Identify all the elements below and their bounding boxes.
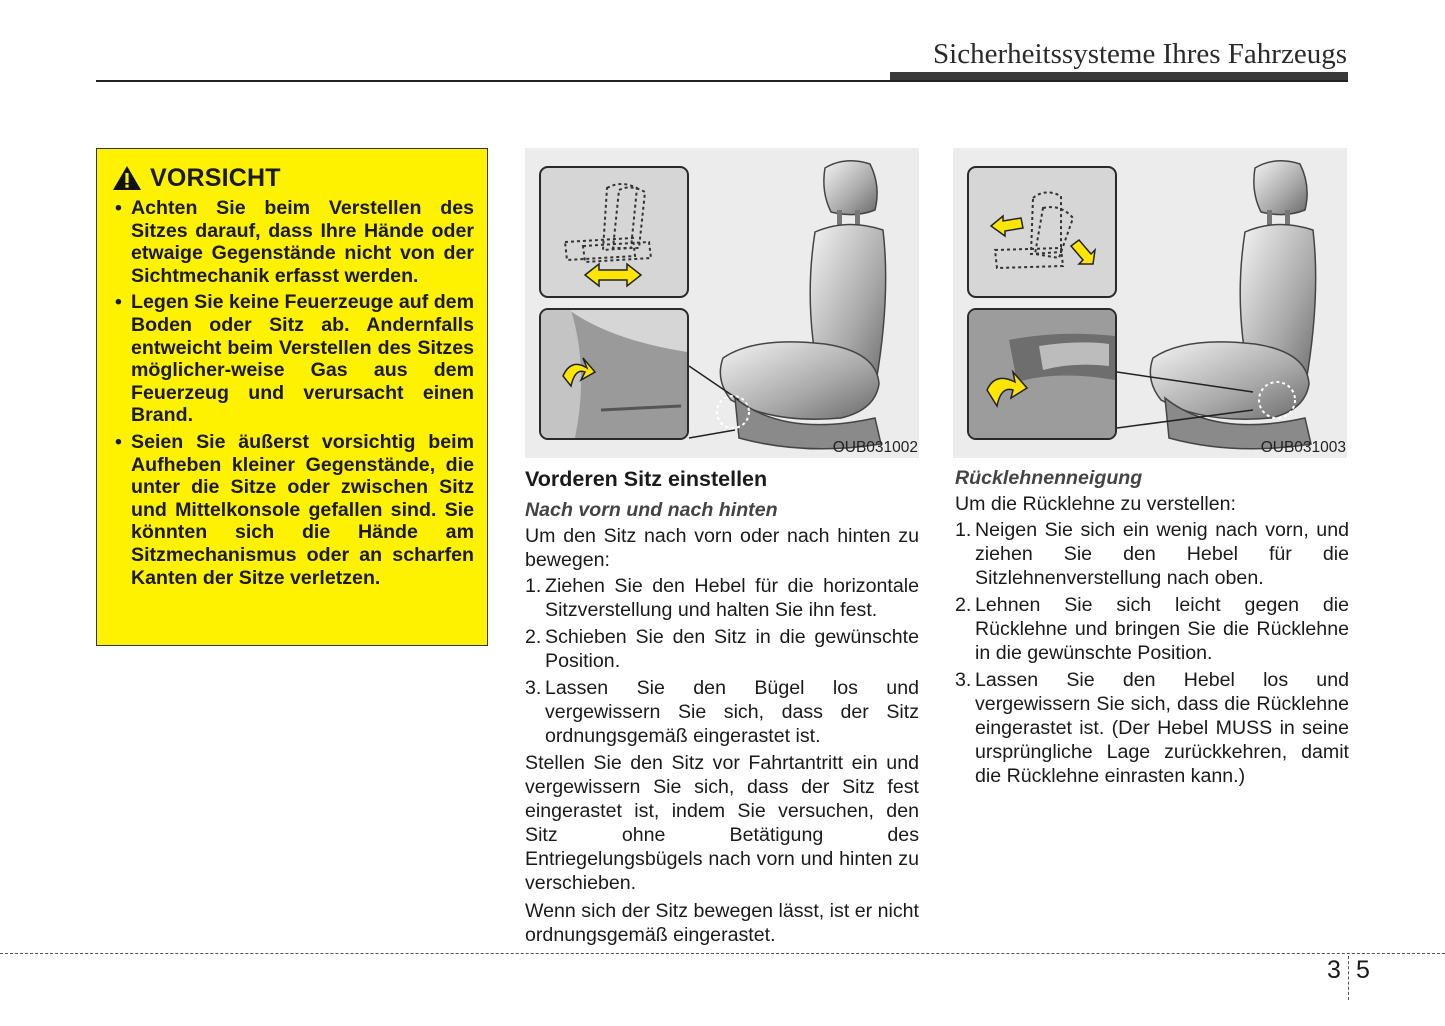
step-number: 3. [955,669,972,691]
horizontal-arrow-icon [541,168,687,296]
step-text: Schieben Sie den Sitz in die gewünschte Position. [545,626,919,672]
inset-slide-lever-closeup [539,308,689,440]
page-header-title: Sicherheitssysteme Ihres Fahrzeugs [933,38,1347,70]
caution-box [96,148,488,646]
chapter-number: 3 [1327,956,1341,984]
inset-seat-slide-diagram [539,166,689,298]
step-item [955,668,1349,788]
inset-recline-diagram [967,166,1117,298]
page-number: 5 [1356,956,1370,984]
caution-item: • Legen Sie keine Feuerzeuge auf dem Boden oder Sitz ab. Andernfalls entweicht beim Verstellen des Sitzes möglicher-weise Gas aus dem Feuerzeug und verursacht einen Brand. [112,291,474,427]
lever-arrow-icon [541,310,687,438]
caution-item: • Seien Sie äußerst vorsichtig beim Aufheben kleiner Gegenstände, die unter die Sitze oder zwischen Sitz und Mittelkonsole gefallen sind. Sie könnten sich die Hände am Sitzmechanismus oder an scharfen Kanten der Sitze verletzen. [112,431,474,589]
step-item [955,593,1349,665]
step-text: Neigen Sie sich ein wenig nach vorn, und ziehen Sie den Hebel für die Sitzlehnenverstellung nach oben. [975,519,1349,589]
step-number: 3. [525,677,542,699]
caution-item: • Achten Sie beim Verstellen des Sitzes darauf, dass Ihre Hände oder etwaige Gegenstände nicht von der Sichtmechanik erfasst werden. [112,197,474,287]
step-number: 1. [955,519,972,541]
recline-arrows-icon [969,168,1115,296]
caution-title: VORSICHT [150,163,281,192]
step-number: 1. [525,575,542,597]
recline-section [955,466,1349,791]
section-title: Vorderen Sitz einstellen [525,467,768,491]
footer-rule [0,953,1445,954]
warning-triangle-icon [112,165,142,191]
section-intro: Um die Rücklehne zu verstellen: [955,493,1236,515]
step-item [525,625,919,673]
body-paragraph: Stellen Sie den Sitz vor Fahrtantritt ein und vergewissern Sie sich, dass der Sitz fest eingerastet ist, indem Sie versuchen, den Sitz ohne Betätigung des Entriegelungsbügels nach vorn und hinten zu verschieben. [525,752,919,894]
seat-recline-figure [953,148,1347,458]
header-rule [96,80,1348,82]
step-list [525,574,919,748]
body-paragraph: Wenn sich der Sitz bewegen lässt, ist er nicht ordnungsgemäß eingerastet. [525,900,919,946]
step-text: Ziehen Sie den Hebel für die horizontale Sitzverstellung und halten Sie ihn fest. [545,575,919,621]
figure-code: OUB031002 [832,439,918,456]
caution-list [112,197,474,589]
step-item [955,518,1349,590]
step-list [955,518,1349,788]
step-number: 2. [525,626,542,648]
section-intro: Um den Sitz nach vorn oder nach hinten zu bewegen: [525,525,919,571]
step-text: Lassen Sie den Bügel los und vergewissern Sie sich, dass der Sitz ordnungsgemäß eingerastet ist. [545,677,919,747]
page-number-separator [1348,956,1349,1000]
step-text: Lehnen Sie sich leicht gegen die Rücklehne und bringen Sie die Rücklehne in die gewünschte Position. [975,594,1349,664]
section-subtitle: Nach vorn und nach hinten [525,499,778,521]
step-item [525,676,919,748]
step-item [525,574,919,622]
caution-header [112,163,474,193]
figure-code: OUB031003 [1260,439,1346,456]
section-subtitle: Rücklehnenneigung [955,467,1143,489]
inset-recline-lever-closeup [967,308,1117,440]
lever-arrow-icon [969,310,1115,438]
seat-slide-figure [525,148,919,458]
step-text: Lassen Sie den Hebel los und vergewissern Sie sich, dass die Rücklehne eingerastet ist. (Der Hebel MUSS in seine ursprüngliche Lage zurückkehren, damit die Rücklehne einrasten kann.) [975,669,1349,787]
step-number: 2. [955,594,972,616]
seat-slide-section [525,466,919,947]
